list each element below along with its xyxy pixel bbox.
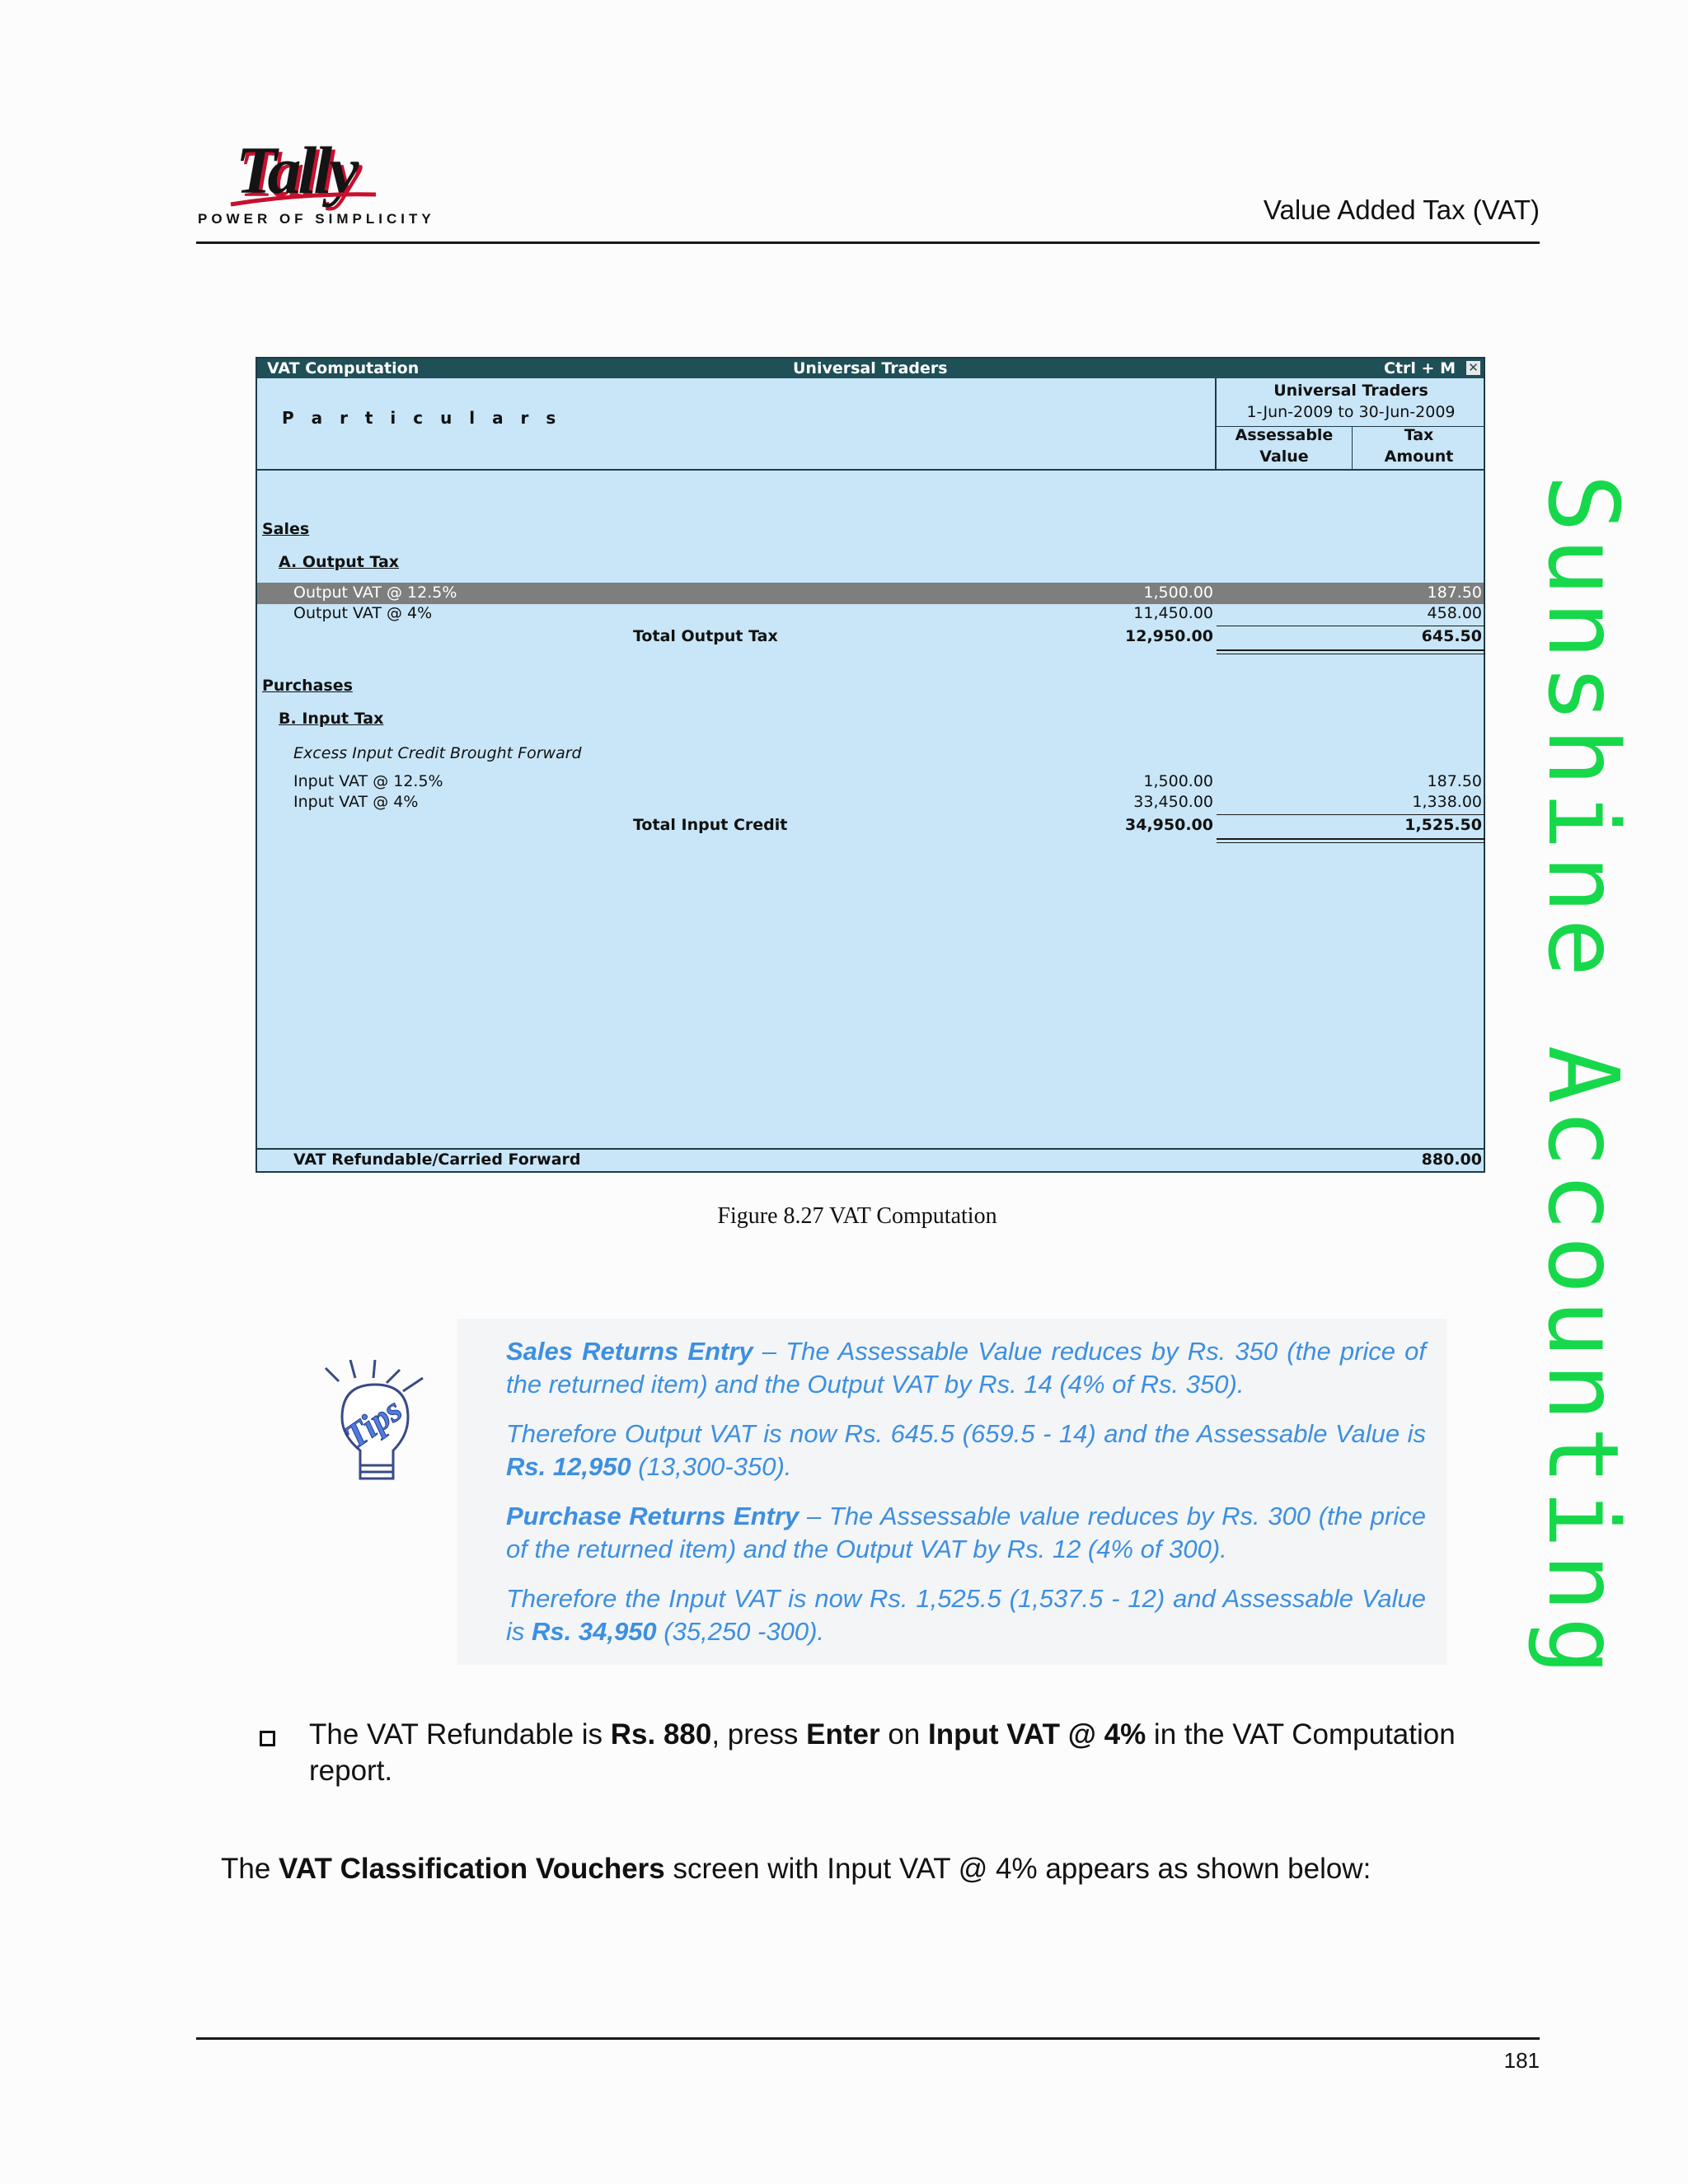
total-input-credit: 1,525.50	[1404, 816, 1482, 834]
tip-output-vat-calc: (13,300-350).	[631, 1452, 792, 1481]
bullet-amount: Rs. 880	[610, 1718, 712, 1750]
tally-logo	[196, 132, 435, 231]
sales-group[interactable]: Sales	[262, 520, 310, 538]
tip-output-vat	[506, 1418, 1426, 1483]
company-header: Universal Traders	[1273, 382, 1428, 400]
total-output-assessable: 12,950.00	[1125, 627, 1213, 645]
vat-computation-window	[256, 357, 1485, 1173]
page-number: 181	[1503, 2048, 1540, 2073]
input-vat-12-5-tax: 187.50	[1427, 772, 1482, 790]
bullet-key: Enter	[806, 1718, 880, 1750]
paragraph-screen-name: VAT Classification Vouchers	[279, 1853, 665, 1885]
vat-refundable-label: VAT Refundable/Carried Forward	[293, 1151, 581, 1169]
purchases-group[interactable]: Purchases	[262, 677, 353, 695]
tips-lightbulb-icon	[317, 1360, 441, 1492]
tip-output-vat-amount: Rs. 12,950	[506, 1452, 631, 1481]
tax-header-line2: Amount	[1384, 448, 1454, 466]
logo-tagline: POWER OF SIMPLICITY	[198, 211, 435, 227]
tax-header-line1: Tax	[1404, 426, 1434, 444]
tip-input-vat-text: Therefore the Input VAT is now Rs. 1,525.5 (1,537.5 - 12) and Assessable Value is	[506, 1584, 1426, 1646]
tip-input-vat	[506, 1582, 1426, 1648]
header-rule	[196, 241, 1540, 244]
output-vat-12-5-assessable: 1,500.00	[1143, 583, 1213, 602]
output-vat-12-5-tax: 187.50	[1427, 583, 1482, 602]
tip-sales-returns-body: – The Assessable Value reduces by Rs. 350 (the price of the returned item) and the Output VAT by Rs. 14 (4% of Rs. 350).	[506, 1337, 1427, 1399]
paragraph-text-1: The	[221, 1853, 279, 1885]
total-input-credit-label: Total Input Credit	[633, 816, 788, 834]
figure-caption: Figure 8.27 VAT Computation	[717, 1203, 997, 1229]
tip-sales-returns-title: Sales Returns Entry	[506, 1337, 753, 1366]
excess-input-credit-label[interactable]: Excess Input Credit Brought Forward	[293, 744, 582, 762]
subtotal-rule	[1217, 814, 1485, 815]
input-vat-4-label[interactable]: Input VAT @ 4%	[293, 793, 419, 811]
bullet-ledger: Input VAT @ 4%	[927, 1718, 1146, 1750]
particulars-header: P a r t i c u l a r s	[282, 408, 562, 428]
chapter-title: Value Added Tax (VAT)	[1263, 194, 1540, 225]
tip-purchase-returns-title: Purchase Returns Entry	[506, 1502, 799, 1530]
output-vat-4-assessable: 11,450.00	[1133, 604, 1213, 622]
period-header: 1-Jun-2009 to 30-Jun-2009	[1246, 403, 1456, 421]
total-output-tax-label: Total Output Tax	[633, 627, 778, 645]
output-vat-12-5-label: Output VAT @ 12.5%	[293, 583, 457, 602]
assessable-header-line1: Assessable	[1235, 426, 1334, 444]
bullet-text-4: in the VAT Computation report.	[309, 1718, 1456, 1787]
body-paragraph	[221, 1851, 1371, 1887]
input-vat-4-tax: 1,338.00	[1412, 793, 1482, 811]
total-double-rule	[1217, 842, 1485, 843]
tip-sales-returns	[506, 1335, 1426, 1401]
input-vat-12-5-label[interactable]: Input VAT @ 12.5%	[293, 772, 443, 790]
header-bottom-rule	[257, 469, 1485, 471]
vat-refundable-footer	[257, 1148, 1484, 1171]
bullet-square-icon	[260, 1731, 275, 1746]
total-rule	[1217, 838, 1485, 840]
bullet-text-1: The VAT Refundable is	[309, 1718, 611, 1750]
assessable-header-line2: Value	[1259, 448, 1309, 466]
close-icon[interactable]: ✕	[1466, 361, 1480, 375]
bullet-text-2: , press	[711, 1718, 807, 1750]
logo-wordmark: Tally	[236, 133, 356, 208]
tip-purchase-returns-body: – The Assessable value reduces by Rs. 300 (the price of the returned item) and the Output VAT by Rs. 12 (4% of 300).	[506, 1502, 1427, 1563]
total-rule	[1217, 649, 1485, 651]
input-tax-subgroup[interactable]: B. Input Tax	[279, 710, 384, 728]
bullet-instruction	[309, 1717, 1537, 1789]
tip-output-vat-text: Therefore Output VAT is now Rs. 645.5 (659.5 - 14) and the Assessable Value is	[506, 1419, 1426, 1448]
output-vat-4-label[interactable]: Output VAT @ 4%	[293, 604, 433, 622]
window-shortcut: Ctrl + M	[1384, 359, 1456, 377]
logo-swoosh-icon	[229, 190, 377, 208]
window-titlebar	[257, 359, 1484, 378]
side-watermark: Sunshine Accounting	[1526, 474, 1640, 1680]
total-input-assessable: 34,950.00	[1125, 816, 1213, 834]
output-vat-4-tax: 458.00	[1427, 604, 1482, 622]
total-output-tax: 645.50	[1421, 627, 1482, 645]
input-vat-4-assessable: 33,450.00	[1133, 793, 1213, 811]
footer-rule	[196, 2037, 1540, 2040]
tip-input-vat-calc: (35,250 -300).	[656, 1617, 825, 1646]
tips-icon-text: Tips	[338, 1390, 410, 1457]
selected-row[interactable]	[257, 583, 1484, 604]
window-company: Universal Traders	[793, 359, 948, 377]
vat-refundable-value: 880.00	[1421, 1151, 1482, 1169]
output-tax-subgroup[interactable]: A. Output Tax	[279, 553, 400, 571]
window-title: VAT Computation	[267, 359, 420, 377]
tip-input-vat-amount: Rs. 34,950	[532, 1617, 657, 1646]
paragraph-text-2: screen with Input VAT @ 4% appears as shown below:	[664, 1853, 1372, 1885]
tip-purchase-returns	[506, 1500, 1426, 1566]
bullet-text-3: on	[879, 1718, 928, 1750]
input-vat-12-5-assessable: 1,500.00	[1143, 772, 1213, 790]
